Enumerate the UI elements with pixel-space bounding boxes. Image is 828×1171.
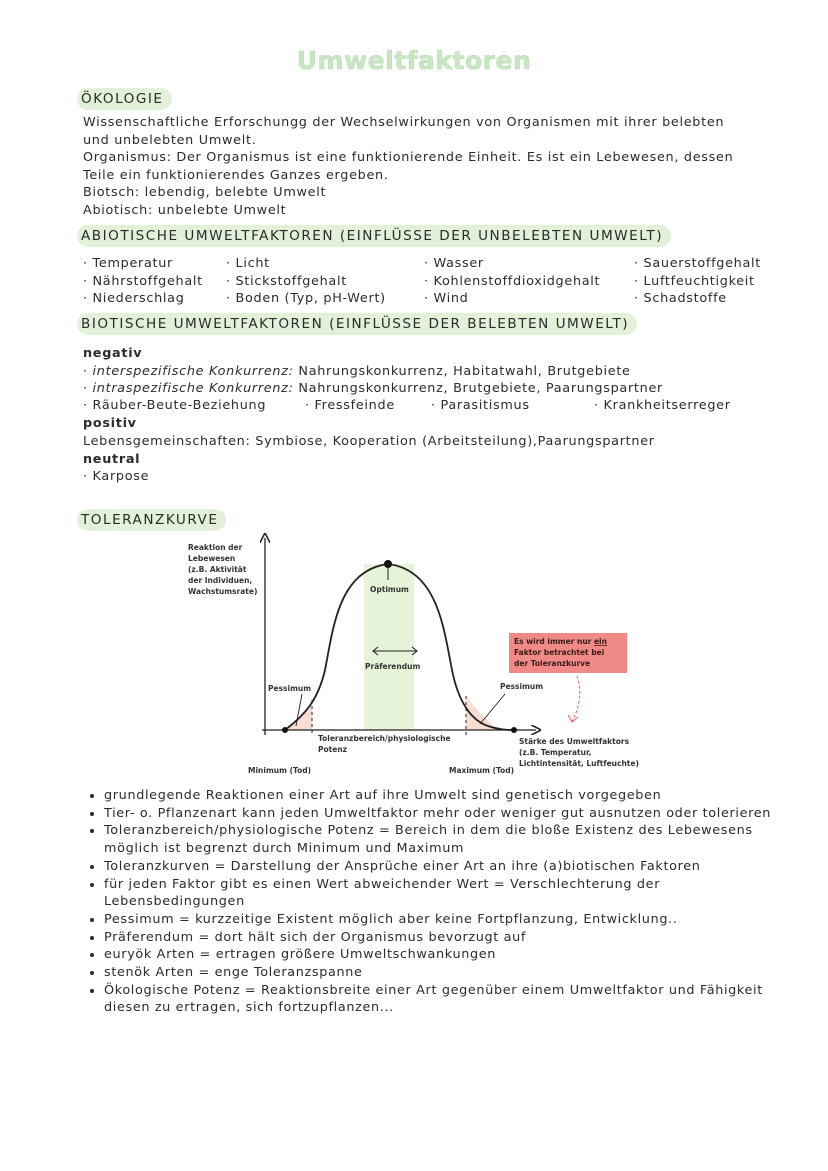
list-item: · Niederschlag [83, 291, 185, 307]
minimum-label: Minimum (Tod) [248, 766, 312, 775]
praeferendum-label: Präferendum [365, 662, 421, 671]
section-heading-biotisch: BIOTISCHE UMWELTFAKTOREN (EINFLÜSSE DER BELEBTEN UMWELT) [77, 313, 637, 335]
pessimum-pointer-right [480, 694, 505, 724]
list-item: • Präferendum = dort hält sich der Organismus bevorzugt auf [104, 929, 784, 947]
list-item: · Stickstoffgehalt [226, 273, 347, 289]
list-item: • Toleranzkurven = Darstellung der Ansprüche einer Art an ihre (a)biotischen Faktoren [104, 858, 784, 876]
toleranz-label: Potenz [318, 745, 348, 754]
pessimum-label-right: Pessimum [500, 682, 544, 691]
list-item: · Fressfeinde [305, 397, 395, 413]
intra-text: Nahrungskonkurrenz, Brutgebiete, Paarungspartner [293, 381, 663, 397]
list-item: · Schadstoffe [634, 291, 727, 307]
oekologie-line: Wissenschaftliche Erforschungg der Wechselwirkungen von Organismen mit ihrer belebten [83, 115, 725, 130]
list-item: • stenök Arten = enge Toleranzspanne [104, 964, 784, 982]
page-title: Umweltfaktoren [296, 46, 532, 75]
list-item: • Pessimum = kurzzeitige Existent möglich aber keine Fortpflanzung, Entwicklung.. [104, 911, 784, 929]
y-axis-label: Wachstumsrate) [188, 587, 258, 596]
oekologie-line: und unbelebten Umwelt. [83, 132, 257, 148]
note-text-pre: Es wird immer nur [514, 637, 594, 646]
x-axis-label: (z.B. Temperatur, [519, 748, 592, 757]
toleranz-bullet-list [83, 787, 784, 1017]
list-item: • Ökologische Potenz = Reaktionsbreite einer Art gegenüber einem Umweltfaktor und Fähigkeit diesen zu ertragen, sich fortzupflanzen... [104, 982, 784, 1017]
inter-label: interspezifische Konkurrenz: [92, 363, 294, 379]
section-heading-toleranzkurve: TOLERANZKURVE [77, 509, 226, 531]
oekologie-line: Organismus: Der Organismus ist eine funktionierende Einheit. Es ist ein Lebewesen, dessen [83, 150, 734, 166]
inter-line: · interspezifische Konkurrenz: Nahrungskonkurrenz, Habitatwahl, Brutgebiete [83, 363, 631, 379]
y-axis-label: Reaktion der [188, 543, 243, 552]
tolerance-curve-diagram [0, 530, 828, 790]
list-item: · Wasser [424, 256, 484, 271]
inter-text: Nahrungskonkurrenz, Habitatwahl, Brutgebiete [293, 363, 631, 379]
optimum-label: Optimum [370, 585, 409, 594]
note-arrow-head [568, 715, 578, 722]
list-item: · Parasitismus [431, 397, 530, 413]
note-text [514, 637, 607, 646]
list-item: • euryök Arten = ertragen größere Umweltschwankungen [104, 946, 784, 964]
note-text: Faktor betrachtet bei [514, 648, 605, 657]
list-item: · Temperatur [83, 256, 174, 271]
maximum-label: Maximum (Tod) [449, 766, 515, 775]
list-item: · Räuber-Beute-Beziehung [83, 397, 267, 413]
section-heading-abiotisch: ABIOTISCHE UMWELTFAKTOREN (EINFLÜSSE DER UNBELEBTEN UMWELT) [77, 225, 671, 247]
y-axis-label: (z.B. Aktivität [188, 565, 247, 574]
toleranz-label: Toleranzbereich/physiologische [318, 734, 451, 743]
note-text-underline: ein [593, 637, 607, 646]
intra-line: · intraspezifische Konkurrenz: Nahrungskonkurrenz, Brutgebiete, Paarungspartner [83, 381, 663, 397]
oekologie-line: Abiotisch: unbelebte Umwelt [83, 203, 287, 218]
negativ-label: negativ [83, 346, 143, 361]
minimum-point [282, 727, 288, 733]
list-item: · Boden (Typ, pH-Wert) [226, 291, 386, 307]
maximum-point [511, 727, 517, 733]
list-item: · Wind [424, 291, 469, 307]
list-item: · Licht [226, 256, 270, 271]
list-item: · Sauerstoffgehalt [634, 256, 761, 271]
pessimum-fill-right [466, 696, 514, 730]
intra-label: intraspezifische Konkurrenz: [92, 381, 294, 397]
y-axis-label: der Individuen, [188, 576, 253, 585]
list-item: • grundlegende Reaktionen einer Art auf ihre Umwelt sind genetisch vorgegeben [104, 787, 784, 805]
section-heading-oekologie: ÖKOLOGIE [77, 88, 172, 110]
list-item: · Kohlenstoffdioxidgehalt [424, 273, 601, 289]
x-axis-label: Stärke des Umweltfaktors [519, 737, 630, 746]
neutral-text: · Karpose [83, 469, 150, 485]
list-item: · Krankheitserreger [594, 397, 731, 413]
list-item: · Nährstoffgehalt [83, 273, 203, 289]
oekologie-line: Biotsch: lebendig, belebte Umwelt [83, 185, 327, 201]
note-text: der Toleranzkurve [514, 659, 591, 668]
note-arrow [572, 676, 580, 721]
x-axis-label: Lichtintensität, Luftfeuchte) [519, 759, 639, 768]
list-item: • Tier- o. Pflanzenart kann jeden Umweltfaktor mehr oder weniger gut ausnutzen oder tolerieren [104, 805, 784, 823]
positiv-label: positiv [83, 416, 137, 432]
list-item: • für jeden Faktor gibt es einen Wert abweichender Wert = Verschlechterung der Lebensbedingungen [104, 876, 784, 911]
oekologie-line: Teile ein funktionierendes Ganzes ergeben. [83, 167, 389, 183]
list-item: · Luftfeuchtigkeit [634, 273, 755, 289]
y-axis-label: Lebewesen [188, 554, 236, 563]
positiv-text: Lebensgemeinschaften: Symbiose, Kooperation (Arbeitsteilung),Paarungspartner [83, 434, 655, 449]
pessimum-label-left: Pessimum [268, 684, 312, 693]
list-item: • Toleranzbereich/physiologische Potenz = Bereich in dem die bloße Existenz des Lebewesens möglich ist begrenzt durch Minimum und Maximum [104, 822, 784, 857]
neutral-label: neutral [83, 451, 141, 467]
